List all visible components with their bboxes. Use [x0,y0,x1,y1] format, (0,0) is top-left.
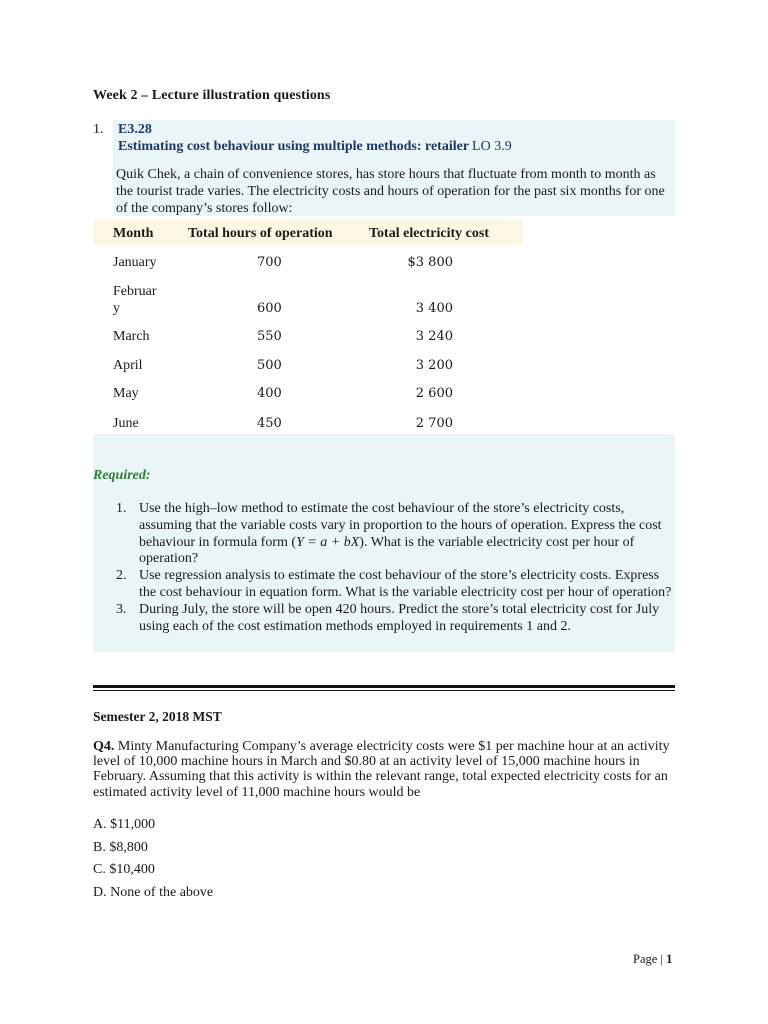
table-cell-cost: 2 600 [415,386,453,401]
q4-text: Minty Manufacturing Company’s average electricity costs were $1 per machine hour at an activity level of 10,000 machine hours in March and $0.80 at an activity level of 15,000 machine hours in February. Assuming that this activity is within the relevant range, total expected electricity costs for an estimated activity level of 11,000 machine hours would be [93,739,670,800]
table-cell-month: April [113,358,143,373]
table-header-hours: Total hours of operation [188,226,333,241]
table-cell-hours: 500 [257,358,282,373]
table-cell-month: January [113,255,157,270]
option-d: D. None of the above [93,885,214,900]
table-cell-cost: 3 240 [415,329,453,344]
exercise-title-text: Estimating cost behaviour using multiple methods: retailer [118,139,470,154]
table-cell-hours: 700 [257,255,282,270]
table-cell-hours: 400 [257,386,282,401]
list-item-text [139,501,662,566]
list-item [116,568,676,602]
q4-question [93,739,673,800]
list-item-number: 2. [116,568,127,584]
question-intro: Quik Chek, a chain of convenience stores, has store hours that fluctuate from month to month as the tourist trade varies. The electricity costs and hours of operation for the past six months for one of the company’s stores follow: [116,167,665,216]
required-list [116,501,676,635]
page-footer [633,952,672,967]
list-item-text-part: ). What is the variable electricity cost per hour of operation? [139,534,635,567]
option-b: B. $8,800 [93,840,148,855]
section-divider-thick [93,685,675,688]
table-cell-cost: 3 400 [415,301,453,316]
option-a: A. $11,000 [93,817,156,832]
list-item-text: Use regression analysis to estimate the cost behaviour of the store’s electricity costs. Express the cost behaviour in equation form. What is the variable electricity cost per hour of operation? [139,568,672,600]
list-item-number: 1. [116,501,127,516]
list-item [116,501,676,568]
table-header-month: Month [113,226,154,241]
section-divider-thin [93,690,675,691]
formula: Y = a + bX [296,534,360,550]
table-cell-month: Februar y [113,284,157,316]
q4-label: Q4. [93,739,115,754]
option-c: C. $10,400 [93,862,155,877]
table-cell-month: March [113,329,150,344]
exercise-title [118,139,512,155]
table-cell-cost: $3 800 [407,255,453,270]
question-number: 1. [93,122,104,137]
page-separator: | [657,952,667,966]
list-item [116,602,676,636]
table-header-cost: Total electricity cost [369,226,489,241]
required-label: Required: [93,468,151,483]
table-cell-hours: 550 [257,329,282,344]
exercise-code: E3.28 [118,122,152,137]
table-cell-month: May [113,386,139,401]
table-cell-cost: 3 200 [415,358,453,373]
page-label: Page [633,952,658,966]
table-cell-hours: 600 [257,301,282,316]
page-number: 1 [666,952,673,966]
list-item-text: During July, the store will be open 420 hours. Predict the store’s total electricity cost for July using each of the cost estimation methods employed in requirements 1 and 2. [139,601,660,634]
week-heading: Week 2 – Lecture illustration questions [93,88,331,103]
table-cell-hours: 450 [257,416,282,431]
table-cell-cost: 2 700 [415,416,453,431]
list-item-number: 3. [116,601,127,617]
list-item-text-part: Use the high–low method to estimate the cost behaviour of the store’s electricity costs, assuming that the variable costs vary in proportion to the hours of operation. Express the cost behaviour in formula form ( [139,501,662,550]
semester-heading: Semester 2, 2018 MST [93,709,222,724]
table-cell-month: June [113,416,139,431]
learning-objective: LO 3.9 [472,139,512,154]
